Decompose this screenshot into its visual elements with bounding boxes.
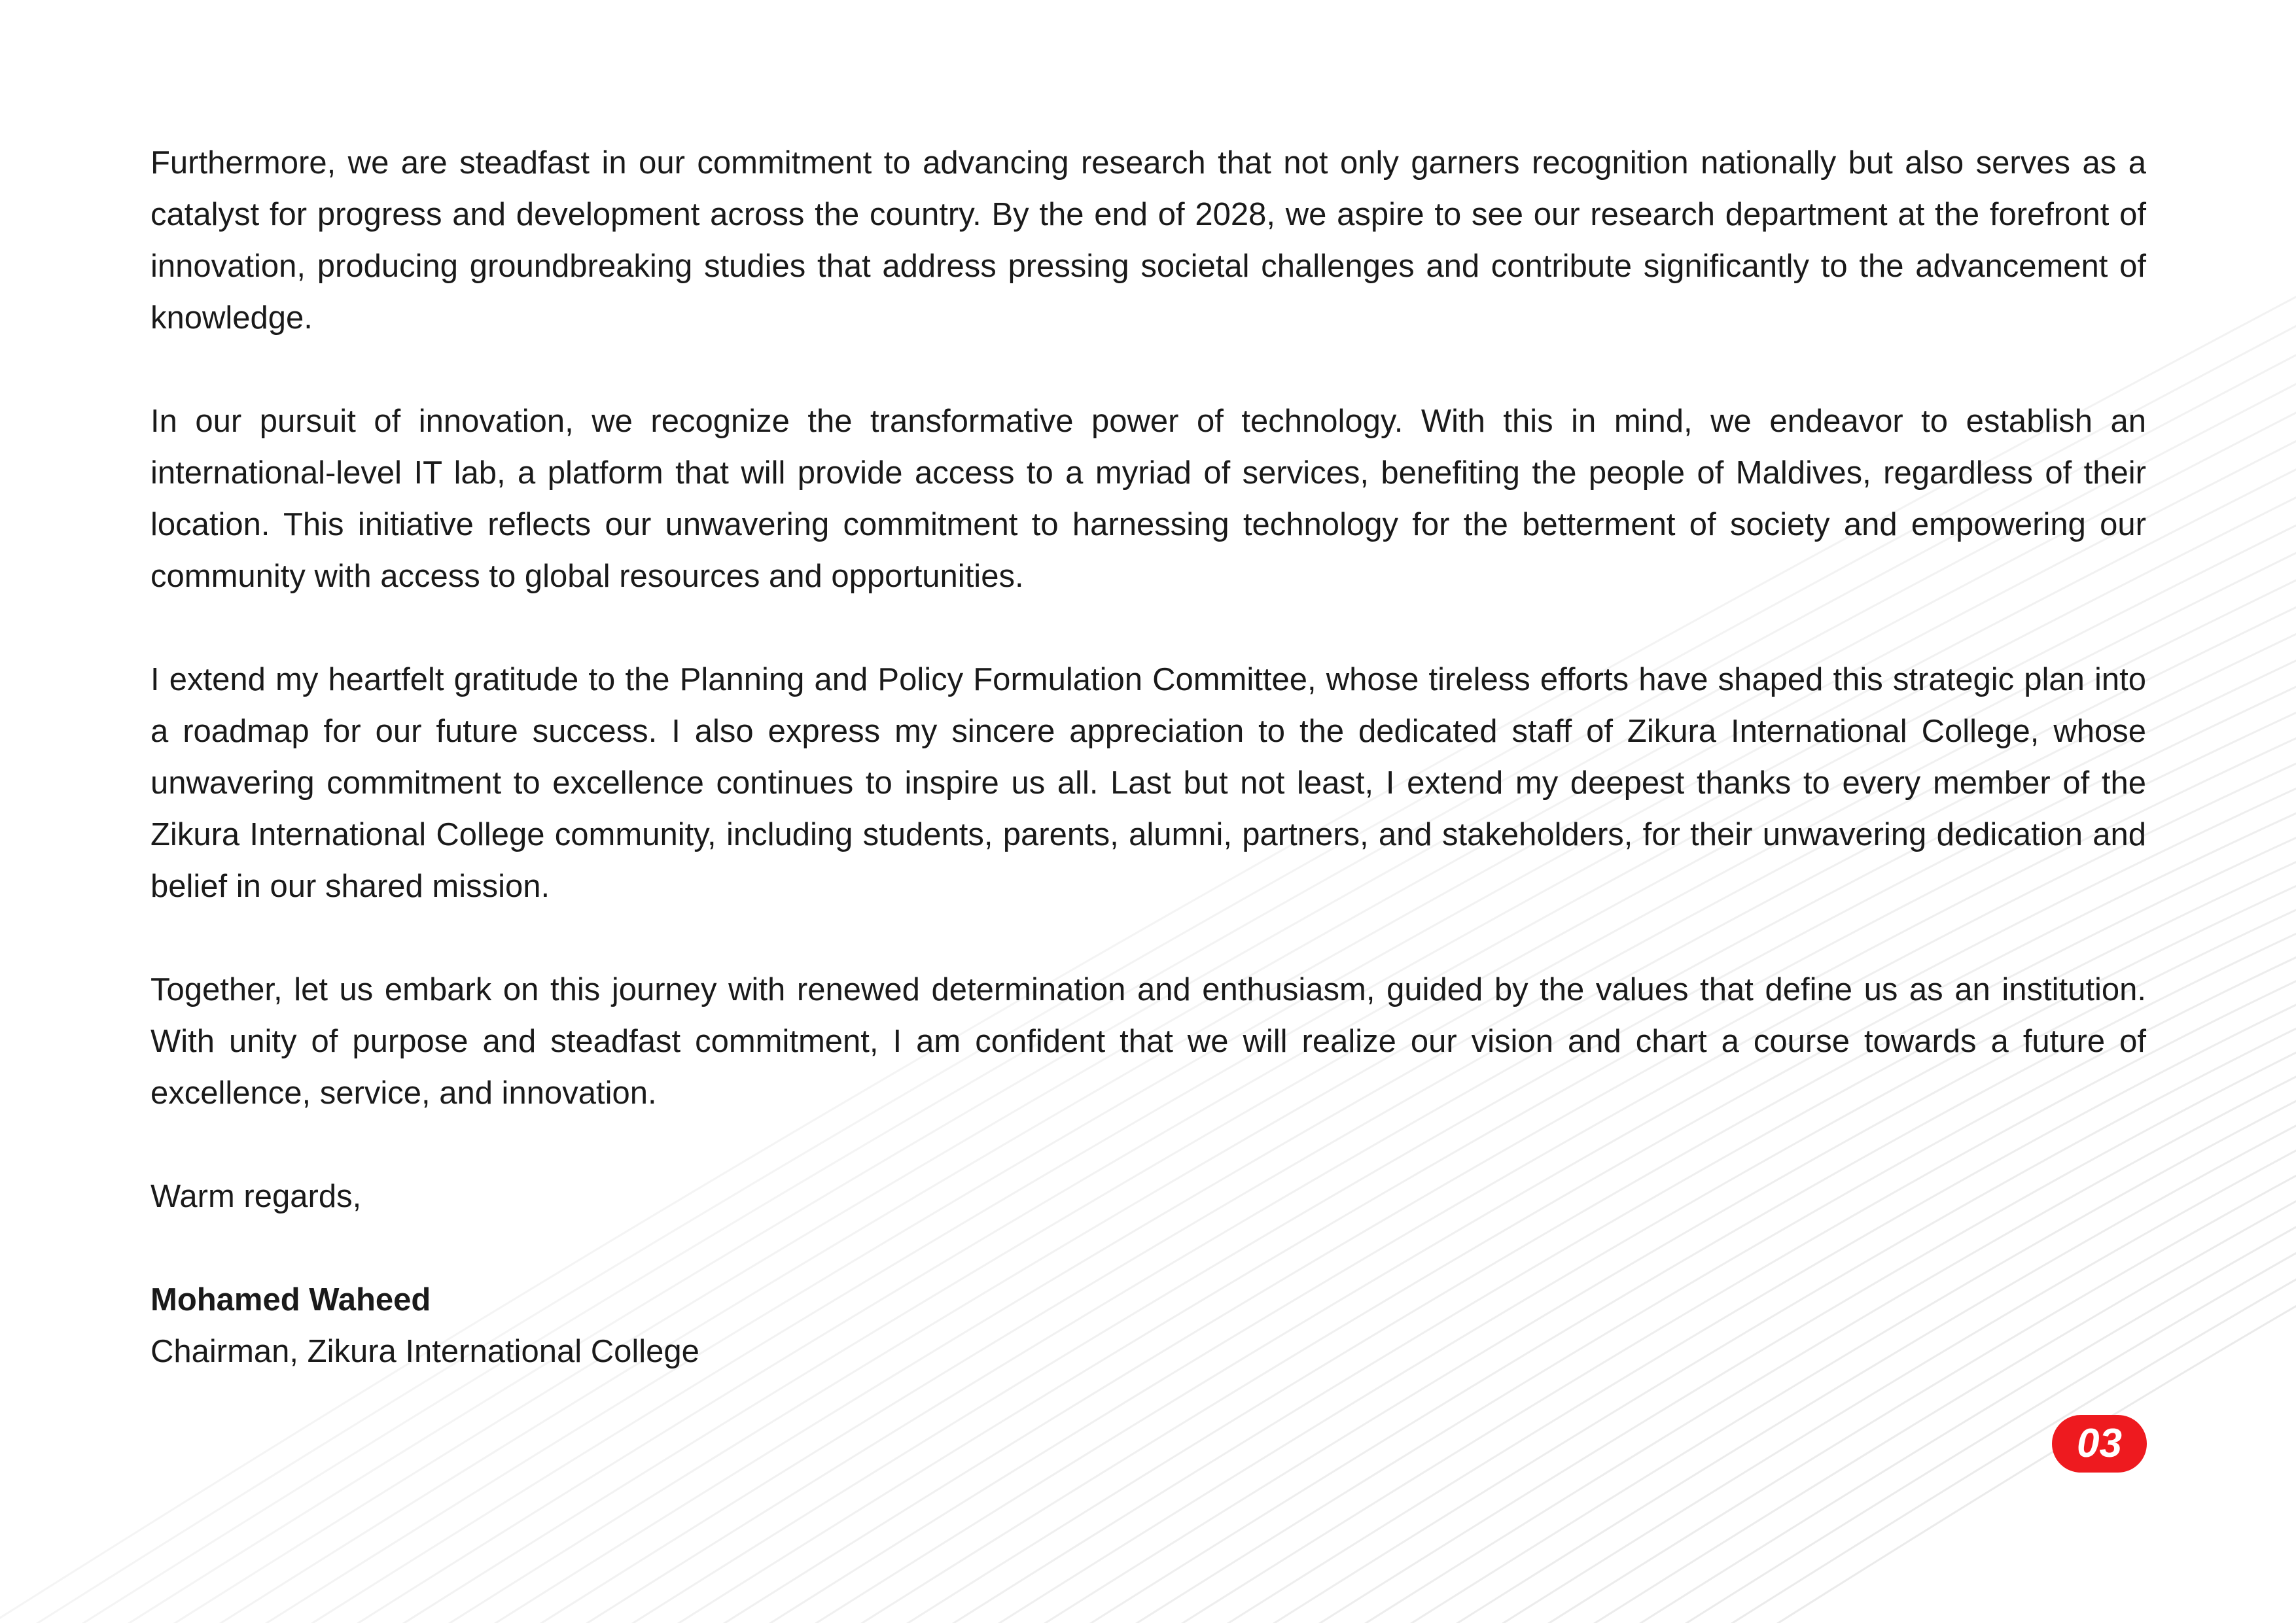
paragraph-technology: In our pursuit of innovation, we recognize the transformative power of technology. With this in mind, we endeavor to establish an international-level IT lab, a platform that will provide access to a myriad of services, benefiting the people of Maldives, regardless of their location. This initiative reflects our unwavering commitment to harnessing technology for the betterment of society and empowering our community with access to global resources and opportunities. (150, 404, 2146, 594)
signature-name: Mohamed Waheed (150, 1282, 431, 1318)
paragraph-research: Furthermore, we are steadfast in our commitment to advancing research that not only garners recognition nationally but also serves as a catalyst for progress and development across the country. By the end of 2028, we aspire to see our research department at the forefront of innovation, producing groundbreaking studies that address pressing societal challenges and contribute significantly to the advancement of knowledge. (150, 145, 2146, 336)
page-number-badge: 03 (2052, 1415, 2147, 1473)
letter-body (150, 137, 2146, 1378)
closing-salutation: Warm regards, (150, 1179, 362, 1214)
paragraph-together: Together, let us embark on this journey with renewed determination and enthusiasm, guided by the values that define us as an institution. With unity of purpose and steadfast commitment, I am confident that we will realize our vision and chart a course towards a future of excellence, service, and innovation. (150, 972, 2146, 1111)
signature-title: Chairman, Zikura International College (150, 1334, 699, 1369)
paragraph-gratitude: I extend my heartfelt gratitude to the Planning and Policy Formulation Committee, whose tireless efforts have shaped this strategic plan into a roadmap for our future success. I also express my sincere appreciation to the dedicated staff of Zikura International College, whose unwavering commitment to excellence continues to inspire us all. Last but not least, I extend my deepest thanks to every member of the Zikura International College community, including students, parents, alumni, partners, and stakeholders, for their unwavering dedication and belief in our shared mission. (150, 662, 2146, 904)
